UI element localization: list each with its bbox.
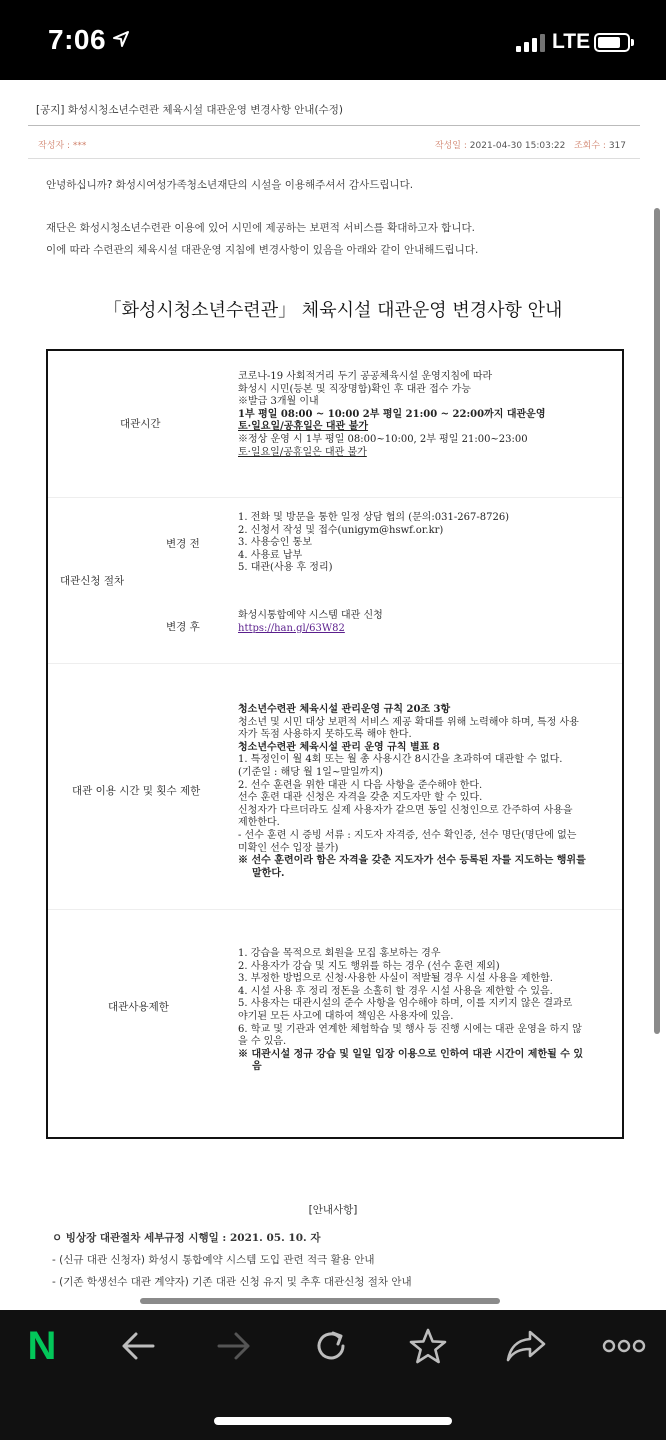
row-label-restriction: 대관사용제한 (108, 1001, 169, 1013)
before-label: 변경 전 (166, 538, 200, 550)
intro-paragraph: 안녕하십니까? 화성시여성가족청소년재단의 시설을 이용해주셔서 감사드립니다. (46, 179, 414, 191)
procedure-after: 화성시통합예약 시스템 대관 신청 https://han.gl/63W82 (238, 610, 383, 634)
procedure-before: 1. 전화 및 방문을 통한 일정 상담 협의 (문의:031-267-8726) 2. 신청서 작성 및 접수(unigym@hswf.or.kr) 3. 사용승인 통보 4. 사용료 납부 5. 대관(사용 후 정리) (238, 512, 510, 574)
divider (28, 125, 640, 126)
restriction-cell: 1. 강습을 목적으로 회원을 모집 홍보하는 경우 2. 사용자가 강습 및 지도 행위를 하는 경우 (선수 훈련 제외) 3. 부정한 방법으로 신청·사용한 사실이 적발될 경우 시설 사용을 제한함. 4. 시설 사용 후 정리 정돈을 소홀히 할 경우 시설 사용을 제한할 수 있음. 5. 사용자는 대관시설의 준수 사항을 엄수해야 하며, 이를 지키지 않은 결과로 야기된 모든 사고에 대하여 책임은 사용자에 있음. 6. 학교 및 기관과 연계한 체험학습 및 행사 등 진행 시에는 대관 운영을 하지 않 을 수 있음. ※ 대관시설 정규 강습 및 일일 입장 이용으로 인하여 대관 시간이 제한될 수 있 음 (232, 910, 622, 1137)
intro-paragraph: 이에 따라 수련관의 체육시설 대관운영 지침에 변경사항이 있음을 아래와 같이 안내해드립니다. (46, 244, 479, 256)
network-type: LTE (552, 30, 591, 53)
table-row (48, 498, 622, 663)
procedure-cell (232, 498, 622, 663)
share-icon[interactable] (496, 1324, 556, 1368)
star-icon[interactable] (398, 1324, 458, 1368)
status-bar (0, 0, 666, 80)
limit-cell: 청소년수련관 체육시설 관리운영 규칙 20조 3항 청소년 및 시민 대상 보편적 서비스 제공 확대를 위해 노력해야 하며, 특정 사용 자가 독점 사용하지 못하도록 해야 한다. 청소년수련관 체육시설 관리 운영 규칙 별표 8 1. 특정인이 월 4회 또는 월 총 사용시간 8시간을 초과하여 대관할 수 없다. (기준일 : 해당 월 1일~말일까지) 2. 선수 훈련을 위한 대관 시 다음 사항을 준수해야 한다. 선수 훈련 대관 신청은 자격을 갖춘 지도자만 할 수 있다. 신청자가 다르더라도 실제 사용자가 같으면 동일 신청인으로 간주하여 사용을 제한한다. - 선수 훈련 시 증빙 서류 : 지도자 자격증, 선수 확인증, 선수 명단(명단에 없는 미확인 선수 입장 불가) ※ 선수 훈련이라 함은 자격을 갖춘 지도자가 선수 등록된 자를 지도하는 행위를 말한다. (232, 664, 622, 909)
doc-heading: 「화성시청소년수련관」 체육시설 대관운영 변경사항 안내 (103, 300, 563, 321)
divider (28, 158, 640, 159)
post-meta (435, 138, 626, 151)
reload-icon[interactable] (301, 1324, 361, 1368)
views-label: 조회수 : (573, 141, 606, 151)
booking-link[interactable]: https://han.gl/63W82 (238, 622, 345, 634)
notice-line: ㅇ 빙상장 대관절차 세부규정 시행일 : 2021. 05. 10. 자 (52, 1232, 321, 1244)
back-arrow-icon[interactable] (108, 1324, 168, 1368)
notice-line: - (신규 대관 신청자) 화성시 통합예약 시스템 도입 관련 적극 활용 안내 (52, 1254, 375, 1266)
table-row (48, 664, 622, 909)
more-icon[interactable] (594, 1324, 654, 1368)
status-time: 7:06 (48, 24, 107, 55)
after-label: 변경 후 (166, 621, 200, 633)
row-label-procedure: 대관신청 절차 (60, 575, 125, 587)
home-indicator[interactable] (214, 1417, 452, 1425)
post-date: 2021-04-30 15:03:22 (469, 141, 566, 151)
rental-table (46, 349, 624, 1139)
date-label: 작성일 : (434, 141, 467, 151)
table-row (48, 910, 622, 1137)
location-arrow-icon (112, 30, 130, 52)
intro-paragraph: 재단은 화성시청소년수련관 이용에 있어 시민에 제공하는 보편적 서비스를 확대하고자 합니다. (46, 222, 475, 234)
post-views: 317 (608, 141, 626, 151)
notice-line: - (기존 학생선수 대관 계약자) 기존 대관 신청 유지 및 추후 대관신청 절차 안내 (52, 1276, 412, 1288)
forward-arrow-icon[interactable] (204, 1324, 264, 1368)
horizontal-scrollbar[interactable] (140, 1298, 500, 1304)
row-label-rental-time: 대관시간 (120, 418, 161, 430)
naver-home-button[interactable]: N (27, 1323, 57, 1368)
post-title: [공지] 화성시청소년수련관 체육시설 대관운영 변경사항 안내(수정) (36, 104, 343, 116)
vertical-scrollbar[interactable] (654, 208, 660, 1034)
web-content[interactable] (0, 80, 666, 1310)
rental-time-cell: 코로나-19 사회적거리 두기 공공체육시설 운영지침에 따라 화성시 시민(등본 및 직장명함)확인 후 대관 접수 가능 ※발급 3개월 이내 1부 평일 08:00 ~ 10:00 2부 평일 21:00 ~ 22:00까지 대관운영 토·일요일/공휴일은 대관 불가 ※정상 운영 시 1부 평일 08:00~10:00, 2부 평일 21:00~23:00 토·일요일/공휴일은 대관 불가 (232, 351, 622, 497)
battery-icon (594, 33, 630, 52)
signal-icon (516, 34, 545, 52)
notice-title: [안내사항] (308, 1204, 358, 1216)
row-label-limit: 대관 이용 시간 및 횟수 제한 (72, 785, 201, 797)
post-author: 작성자 : *** (38, 141, 87, 151)
table-row (48, 351, 622, 497)
